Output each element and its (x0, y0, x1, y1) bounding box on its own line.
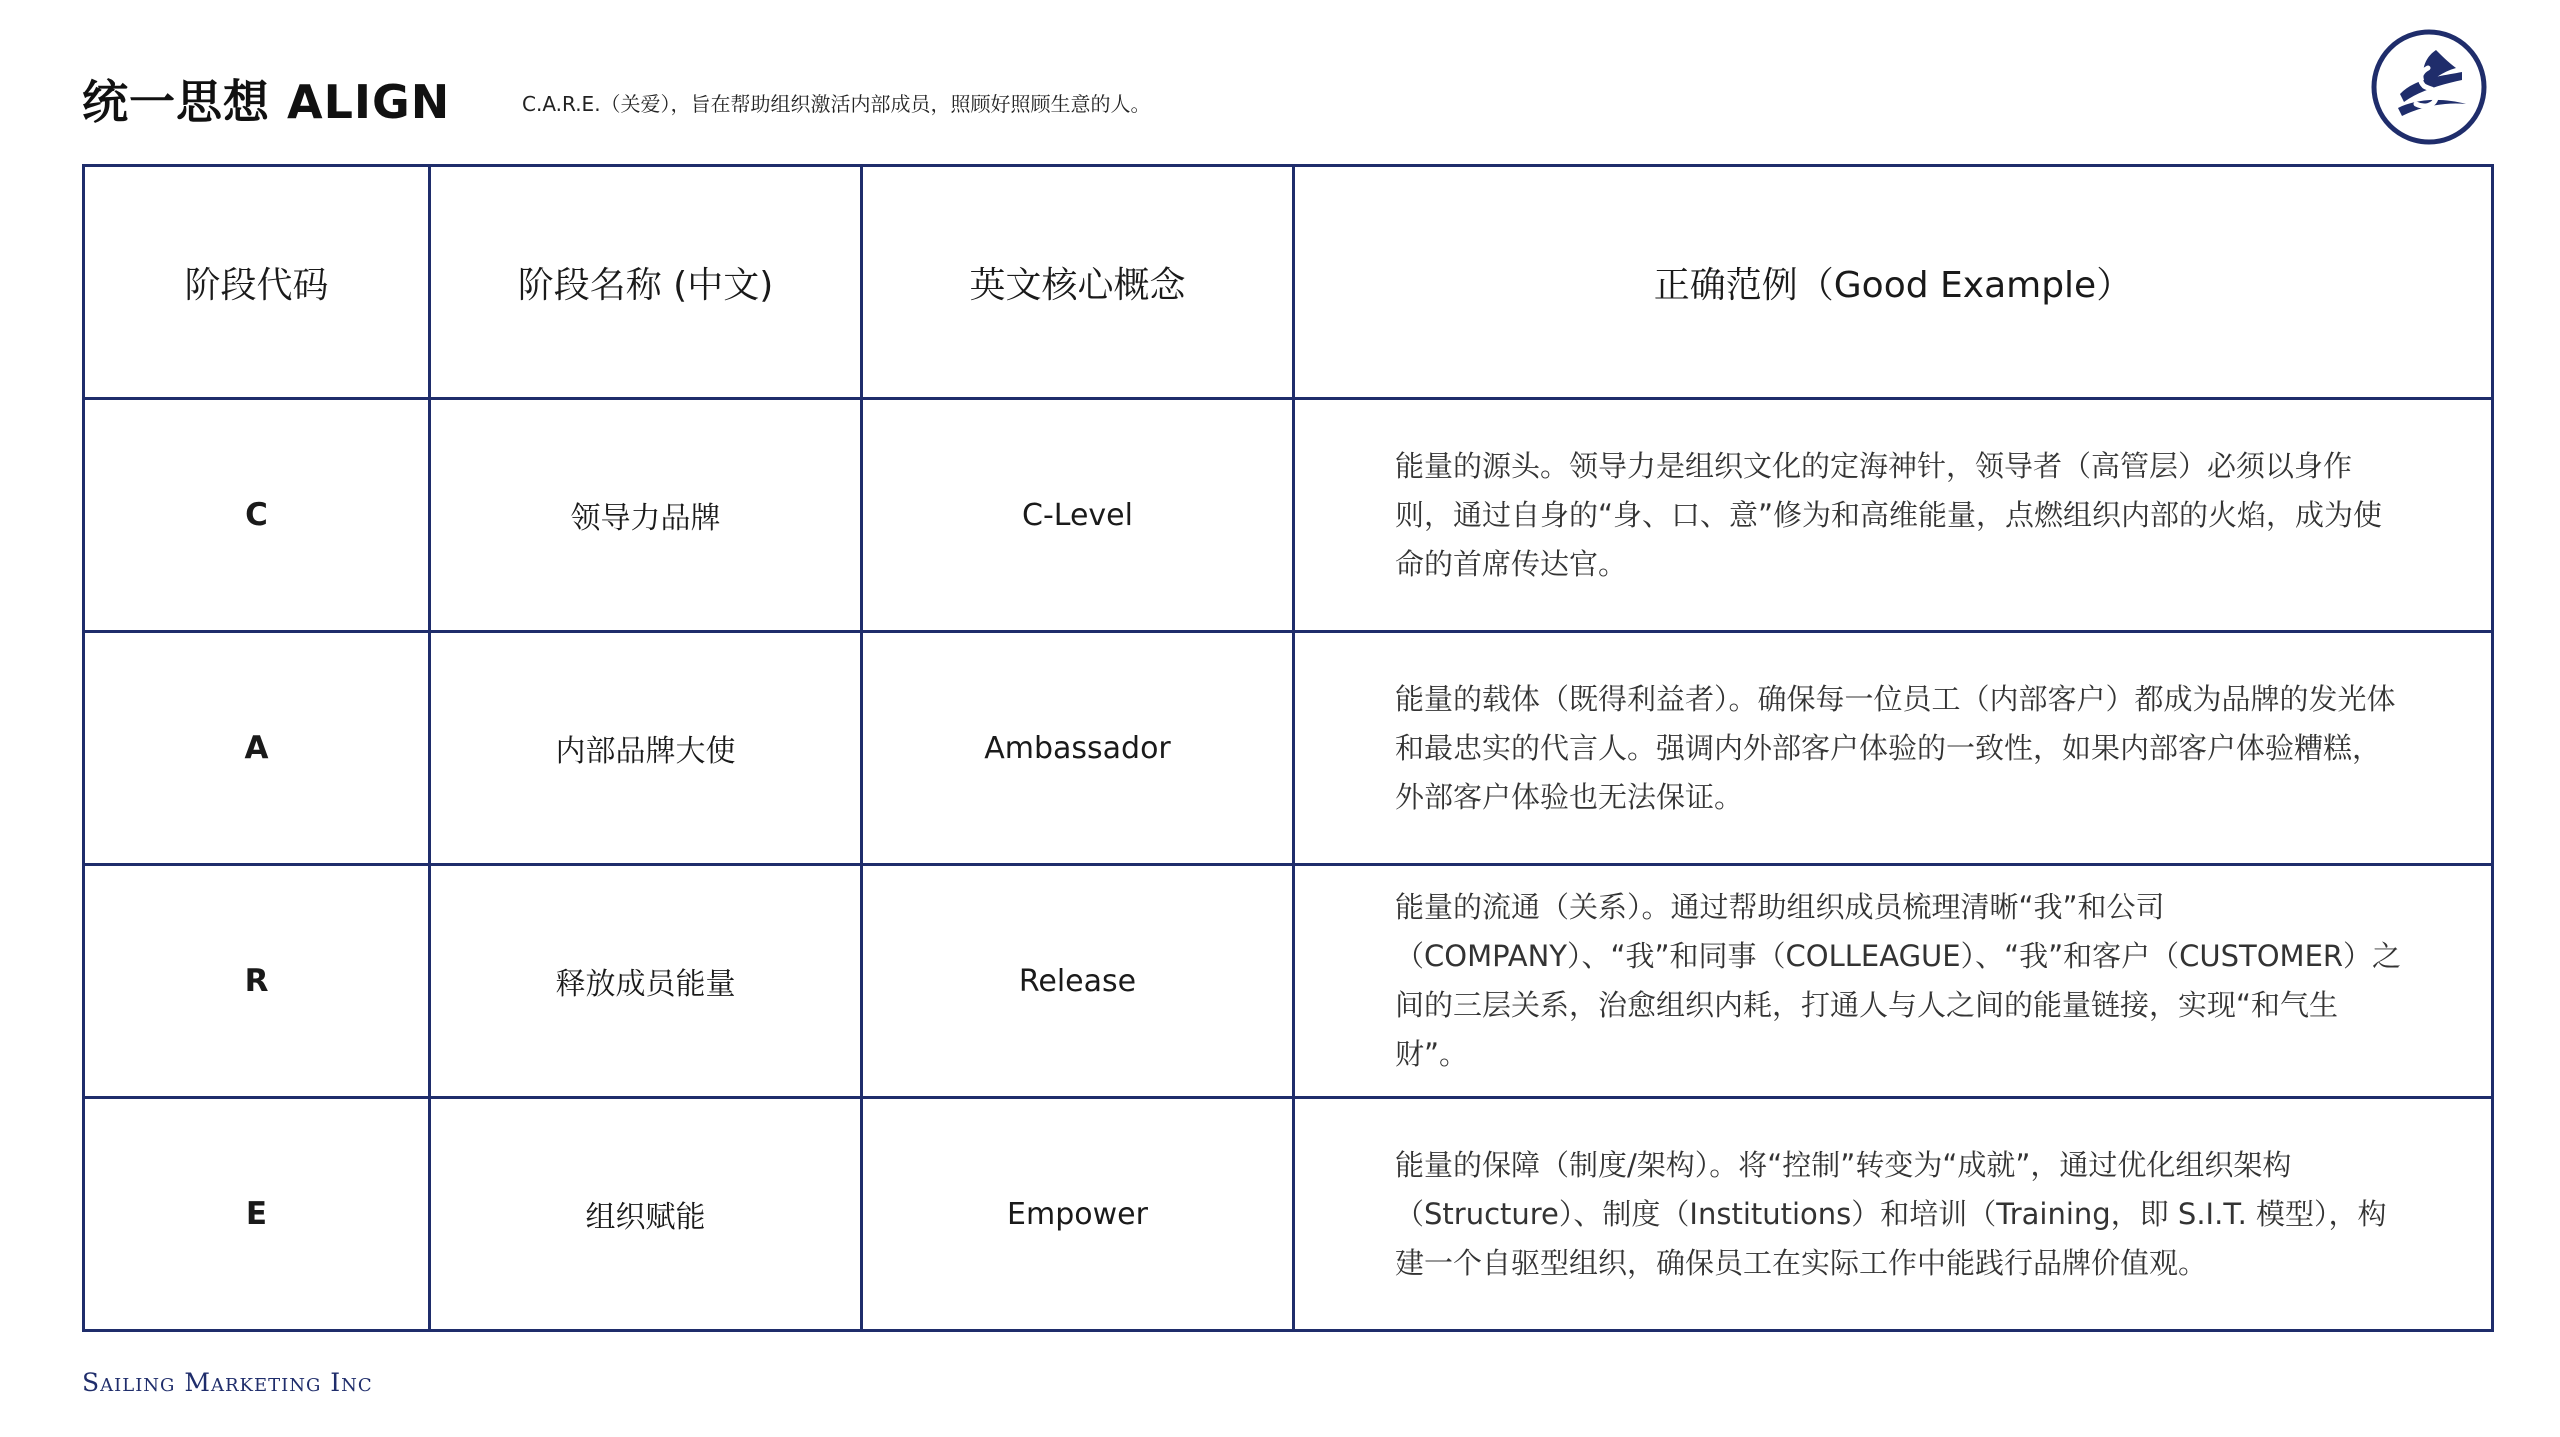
table-row (84, 865, 2493, 1098)
header-english-concept: 英文核心概念 (862, 166, 1294, 399)
english-concept-cell: Ambassador (862, 632, 1294, 865)
footer-brand: Sailing Marketing Inc (82, 1368, 373, 1397)
header-stage-code: 阶段代码 (84, 166, 430, 399)
stage-code-cell: C (84, 399, 430, 632)
stage-name-cell: 释放成员能量 (430, 865, 862, 1098)
stage-name-cell: 领导力品牌 (430, 399, 862, 632)
header-good-example: 正确范例（Good Example） (1294, 166, 2493, 399)
good-example-cell: 能量的载体（既得利益者）。确保每一位员工（内部客户）都成为品牌的发光体和最忠实的代言人。强调内外部客户体验的一致性，如果内部客户体验糟糕，外部客户体验也无法保证。 (1294, 632, 2493, 865)
table-row (84, 632, 2493, 865)
stage-name-cell: 组织赋能 (430, 1098, 862, 1331)
english-concept-cell: C-Level (862, 399, 1294, 632)
good-example-cell: 能量的流通（关系）。通过帮助组织成员梳理清晰“我”和公司（COMPANY）、“我”和同事（COLLEAGUE）、“我”和客户（CUSTOMER）之间的三层关系，治愈组织内耗，打通人与人之间的能量链接，实现“和气生财”。 (1294, 865, 2493, 1098)
good-example-cell: 能量的保障（制度/架构）。将“控制”转变为“成就”，通过优化组织架构（Structure）、制度（Institutions）和培训（Training，即 S.I.T. 模型），构建一个自驱型组织，确保员工在实际工作中能践行品牌价值观。 (1294, 1098, 2493, 1331)
page-subtitle: C.A.R.E.（关爱），旨在帮助组织激活内部成员，照顾好照顾生意的人。 (522, 92, 1151, 116)
stage-code-cell: A (84, 632, 430, 865)
care-table (82, 164, 2494, 1332)
stage-code-cell: E (84, 1098, 430, 1331)
english-concept-cell: Empower (862, 1098, 1294, 1331)
stage-code-cell: R (84, 865, 430, 1098)
good-example-cell: 能量的源头。领导力是组织文化的定海神针，领导者（高管层）必须以身作则，通过自身的“身、口、意”修为和高维能量，点燃组织内部的火焰，成为使命的首席传达官。 (1294, 399, 2493, 632)
page-title: 统一思想 ALIGN (82, 75, 451, 129)
header-stage-name: 阶段名称 (中文) (430, 166, 862, 399)
table-header-row (84, 166, 2493, 399)
sailing-marketing-logo-icon (2370, 28, 2488, 146)
table-row (84, 1098, 2493, 1331)
english-concept-cell: Release (862, 865, 1294, 1098)
stage-name-cell: 内部品牌大使 (430, 632, 862, 865)
table-row (84, 399, 2493, 632)
